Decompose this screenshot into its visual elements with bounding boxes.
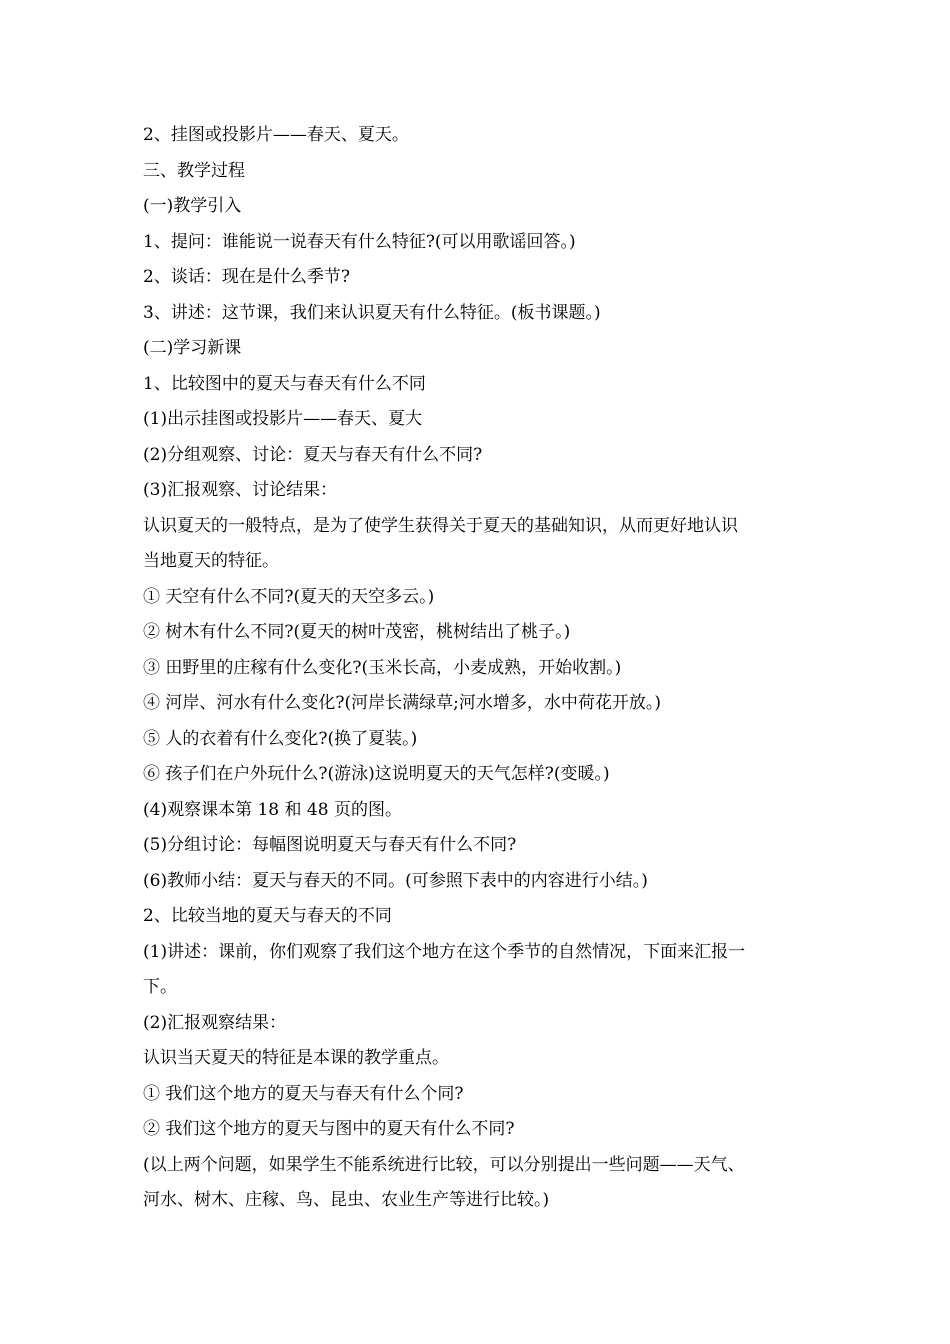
- text-line: (4)观察课本第 18 和 48 页的图。: [143, 799, 402, 820]
- list-item: ① 我们这个地方的夏天与春天有什么个同?: [143, 1083, 464, 1104]
- list-item: ① 天空有什么不同?(夏天的天空多云。): [143, 586, 435, 607]
- text-line: (6)教师小结：夏天与春天的不同。(可参照下表中的内容进行小结。): [143, 870, 648, 891]
- subsection-heading: (二)学习新课: [143, 338, 242, 358]
- text-line: (1)讲述：课前，你们观察了我们这个地方在这个季节的自然情况，下面来汇报一: [143, 941, 746, 962]
- text-line: (2)汇报观察结果：: [143, 1012, 287, 1033]
- list-item: ③ 田野里的庄稼有什么变化?(玉米长高，小麦成熟，开始收割。): [143, 657, 622, 678]
- text-line: (3)汇报观察、讨论结果：: [143, 480, 338, 500]
- text-line: 1、提问：谁能说一说春天有什么特征?(可以用歌谣回答。): [143, 231, 576, 252]
- list-item: ② 树木有什么不同?(夏天的树叶茂密，桃树结出了桃子。): [143, 622, 571, 642]
- text-line: (5)分组讨论：每幅图说明夏天与春天有什么不同?: [143, 835, 517, 855]
- text-line: 下。: [143, 977, 177, 997]
- text-line: 河水、树木、庄稼、鸟、昆虫、农业生产等进行比较。): [143, 1190, 550, 1210]
- document-body: [143, 118, 815, 1219]
- text-line: 认识夏天的一般特点，是为了使学生获得关于夏天的基础知识，从而更好地认识: [143, 515, 738, 536]
- text-line: (以上两个问题，如果学生不能系统进行比较，可以分别提出一些问题——天气、: [143, 1154, 745, 1175]
- section-heading: 三、教学过程: [143, 160, 245, 181]
- text-line: 1、比较图中的夏天与春天有什么不同: [143, 373, 426, 394]
- text-line: 2、挂图或投影片——春天、夏天。: [143, 125, 409, 145]
- text-line: 2、比较当地的夏天与春天的不同: [143, 906, 392, 926]
- text-line: (2)分组观察、讨论：夏天与春天有什么不同?: [143, 444, 483, 465]
- list-item: ② 我们这个地方的夏天与图中的夏天有什么不同?: [143, 1119, 515, 1139]
- text-line: 3、讲述：这节课，我们来认识夏天有什么特征。(板书课题。): [143, 302, 601, 323]
- text-line: (1)出示挂图或投影片——春天、夏大: [143, 409, 423, 429]
- list-item: ⑤ 人的衣着有什么变化?(换了夏装。): [143, 728, 418, 749]
- list-item: ⑥ 孩子们在户外玩什么?(游泳)这说明夏天的天气怎样?(变暖。): [143, 764, 610, 784]
- text-line: 2、谈话：现在是什么季节?: [143, 267, 350, 287]
- list-item: ④ 河岸、河水有什么变化?(河岸长满绿草;河水增多，水中荷花开放。): [143, 693, 662, 713]
- text-line: 认识当天夏天的特征是本课的教学重点。: [143, 1048, 449, 1068]
- subsection-heading: (一)教学引入: [143, 196, 242, 216]
- text-line: 当地夏天的特征。: [143, 551, 279, 571]
